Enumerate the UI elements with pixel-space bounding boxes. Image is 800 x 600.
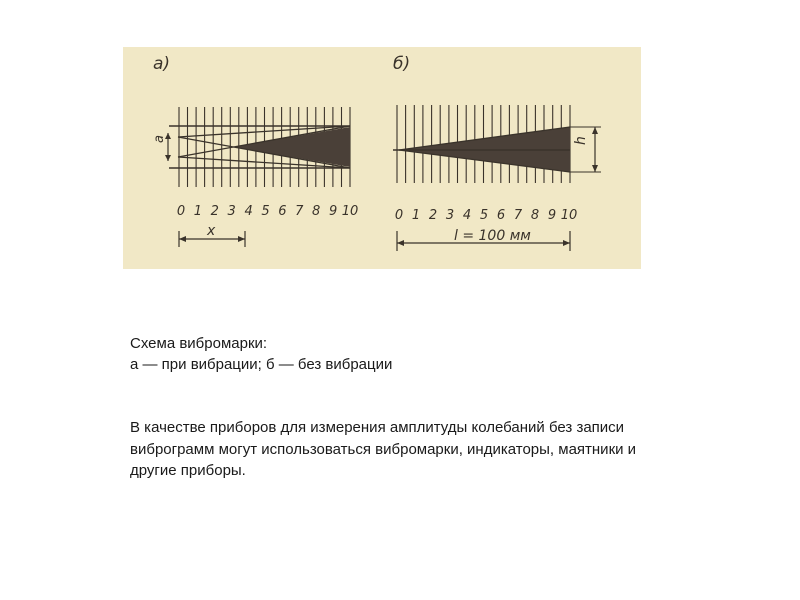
caption-title: Схема вибромарки: <box>130 335 268 352</box>
vibromark-figure <box>123 47 641 269</box>
caption-legend: а — при вибрации; б — без вибрации <box>130 356 393 373</box>
panel-a-scale-number: 3 <box>227 204 236 219</box>
panel-b-scale-number: 9 <box>547 208 557 223</box>
panel-a-scale-number: 2 <box>210 204 219 219</box>
panel-a-amplitude-label: a <box>152 135 167 143</box>
panel-b-scale-number: 1 <box>411 208 421 223</box>
panel-a-scale-number: 5 <box>261 204 270 219</box>
panel-a-label: а) <box>153 54 171 74</box>
panel-a-scale-number: 0 <box>176 204 186 219</box>
panel-b-scale-number: 7 <box>513 208 523 223</box>
panel-a-scale-number: 7 <box>295 204 304 219</box>
panel-b-scale-number: 5 <box>479 208 489 223</box>
panel-a-scale-number: 6 <box>278 204 287 219</box>
panel-a-scale-number: 10 <box>341 204 359 219</box>
panel-b-height-label: h <box>573 136 589 145</box>
panel-b-scale-number: 4 <box>462 208 472 223</box>
body-paragraph: В качестве приборов для измерения амплитуды колебаний без записи виброграмм могут использоваться вибромарки, индикаторы, маятники и другие приборы. <box>130 419 637 479</box>
panel-b-label: б) <box>393 54 411 74</box>
panel-b-scale-number: 0 <box>394 208 404 223</box>
vibromark-diagram <box>123 47 641 269</box>
panel-b-length-label: l = 100 мм <box>454 228 531 244</box>
panel-b-scale-number: 3 <box>445 208 455 223</box>
figure-caption <box>130 333 650 375</box>
panel-a-scale-number: 9 <box>328 204 338 219</box>
panel-a-length-label: x <box>207 223 216 239</box>
panel-a-scale-number: 4 <box>244 204 253 219</box>
panel-b-scale-number: 10 <box>560 208 578 223</box>
panel-b-scale-number: 6 <box>496 208 506 223</box>
panel-b-scale-number: 2 <box>428 208 438 223</box>
panel-a-scale-number: 8 <box>312 204 321 219</box>
panel-a-scale-number: 1 <box>193 204 203 219</box>
panel-b-scale-number: 8 <box>530 208 540 223</box>
